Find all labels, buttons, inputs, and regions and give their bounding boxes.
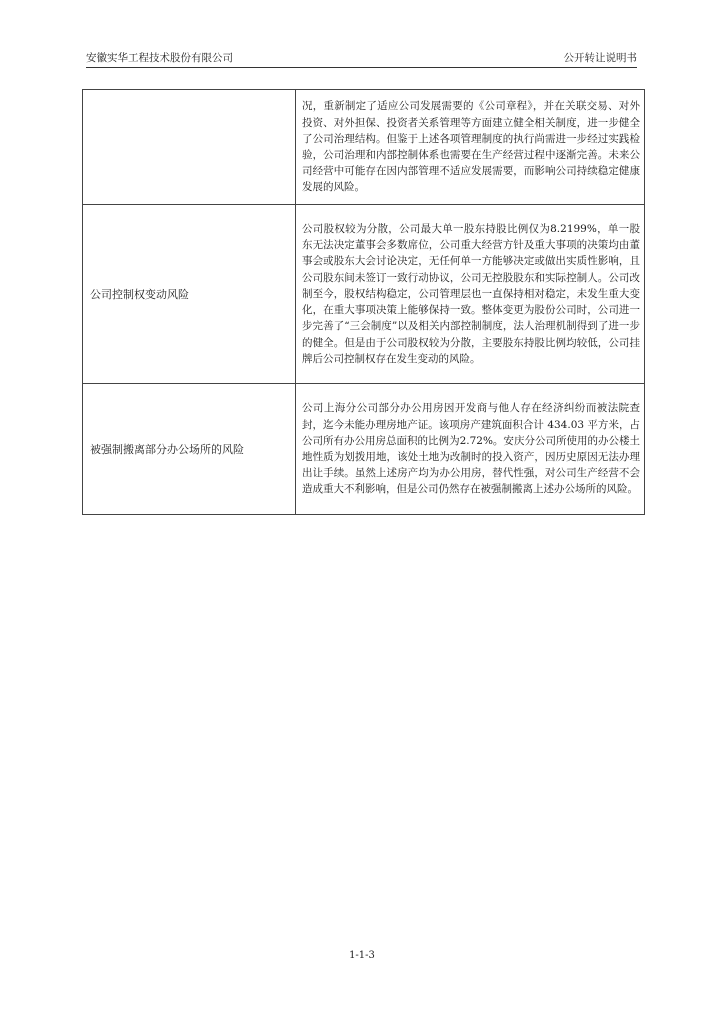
table-row xyxy=(83,90,645,205)
company-name: 安徽实华工程技术股份有限公司 xyxy=(86,52,233,64)
risk-name-cell: 公司控制权变动风险 xyxy=(83,205,296,384)
risk-name-cell xyxy=(83,90,296,205)
risk-table xyxy=(82,89,645,515)
table-row xyxy=(83,205,645,384)
risk-description-cell: 公司上海分公司部分办公用房因开发商与他人存在经济纠纷而被法院查封，迄今未能办理房地产证。该项房产建筑面积合计 434.03 平方米，占公司所有办公用房总面积的比例为2.72%。安庆分公司所使用的办公楼土地性质为划拨用地，该处土地为改制时的投入资产，因历史原因无法办理出让手续。虽然上述房产均为办公用房，替代性强，对公司生产经营不会造成重大不利影响，但是公司仍然存在被强制搬离上述办公场所的风险。 xyxy=(296,384,645,515)
page-header xyxy=(86,51,637,68)
risk-name-cell: 被强制搬离部分办公场所的风险 xyxy=(83,384,296,515)
page-number: 1-1-3 xyxy=(349,950,375,961)
risk-description-cell: 况，重新制定了适应公司发展需要的《公司章程》，并在关联交易、对外投资、对外担保、投资者关系管理等方面建立健全相关制度，进一步健全了公司治理结构。但鉴于上述各项管理制度的执行尚需进一步经过实践检验，公司治理和内部控制体系也需要在生产经营过程中逐渐完善。未来公司经营中可能存在因内部管理不适应发展需要，而影响公司持续稳定健康发展的风险。 xyxy=(296,90,645,205)
table-row xyxy=(83,384,645,515)
risk-description-cell: 公司股权较为分散，公司最大单一股东持股比例仅为8.2199%，单一股东无法决定董事会多数席位，公司重大经营方针及重大事项的决策均由董事会或股东大会讨论决定，无任何单一方能够决定或做出实质性影响，且公司股东间未签订一致行动协议，公司无控股股东和实际控制人。公司改制至今，股权结构稳定，公司管理层也一直保持相对稳定，未发生重大变化，在重大事项决策上能够保持一致。整体变更为股份公司时，公司进一步完善了“三会制度”以及相关内部控制制度，法人治理机制得到了进一步的健全。但是由于公司股权较为分散，主要股东持股比例均较低，公司挂牌后公司控制权存在发生变动的风险。 xyxy=(296,205,645,384)
document-title: 公开转让说明书 xyxy=(563,52,637,64)
